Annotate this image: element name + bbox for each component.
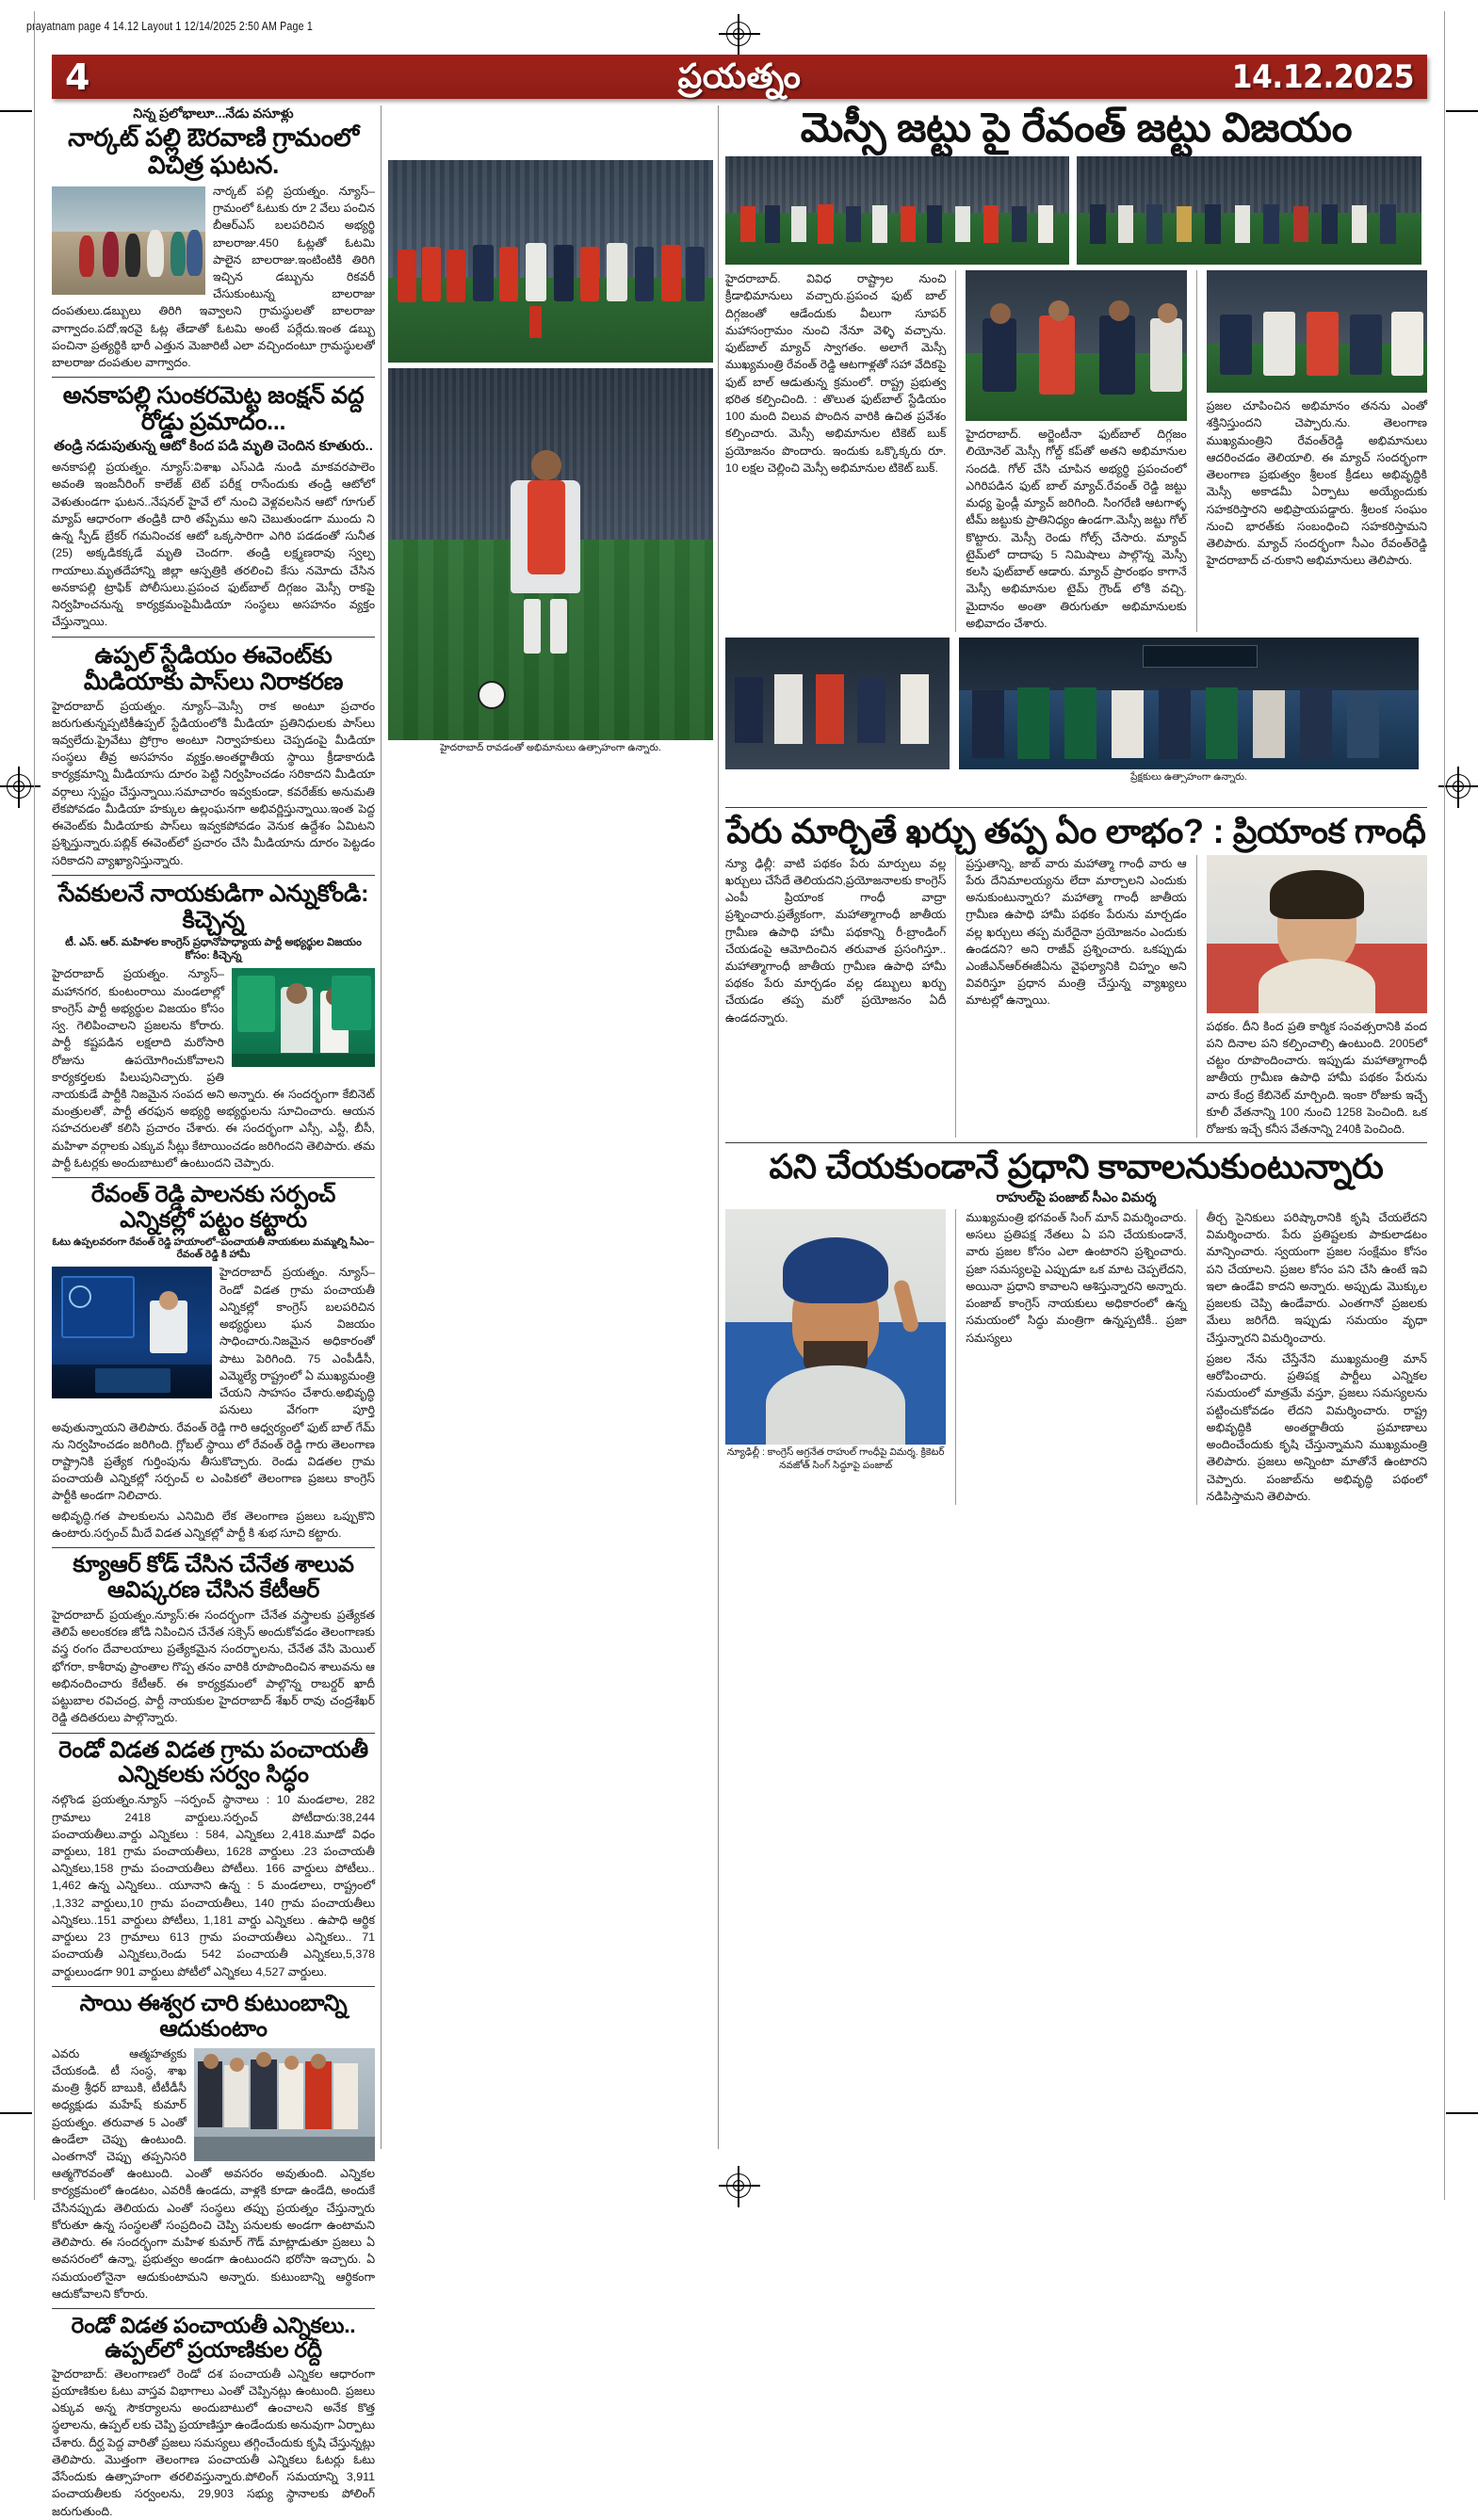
main-headline: మెస్సీ జట్టు పై రేవంత్ జట్టు విజయం [800, 105, 1353, 151]
crop-mark-top-left [0, 110, 32, 112]
registration-mark-top [726, 22, 751, 46]
article-revanth-reddy-sarpanch [52, 1183, 375, 1542]
right-body-col2: హైదరాబాద్. అర్జెంటీనా ఫుట్‌బాల్ దిగ్గజం లియోనెల్ మెస్సీ గోల్డ్ కప్‌తో అతని అభిమానుల సందడి. గోల్ చేసి చూపిన అభ్యర్థి ప్రపంచంలో ఎగిరిపడిన ఫుట్ బాల్ మ్యాచ్.రేవంత్ రెడ్డి జట్టు మధ్య ఫ్రెండ్లీ మ్యాచ్ జరిగింది. సింగరేణి ఆటగాళ్ళ టీమ్ జట్టుకు ప్రాతినిధ్యం ఉండగా.మెస్సీ జట్టు గోల్ కొట్టారు. మెస్సీ రెండు గోల్స్ చేసారు. మ్యాచ్ టైమ్‌లో దాదాపు 5 నిమిషాలు పాల్గొన్న మెస్సీ కలసి ఫుట్‌బాల్ ఆడారు. మ్యాచ్ ప్రారంభం కాగానే మెస్సీ అభిమానుల టైమ్ గ్రౌండ్ లోకి వచ్చి. మైదానం అంతా తిరుగుతూ అభిమానులకు అభివాదం చేశారు. [966, 428, 1187, 630]
right-photo-group-left [725, 638, 950, 769]
middle-photo-action [388, 368, 713, 740]
right-body-col3: ప్రజల చూపించిన అభిమానం తనను ఎంతో శక్తినిస్తుందని చెప్పారు.ను. తెలంగాణ ముఖ్యమంత్రిని రేవంత్‌రెడ్డి అభిమానులు ఆదరించడం తెలియాలి. ఈ మ్యాచ్ సందర్భంగా తెలంగాణ ప్రభుత్వం శ్రీలంక క్రీడలు అభివృద్ధికి మెస్సీ అకాడమీ ఏర్పాటు అయ్యేందుకు సహకరిస్తారని అభిప్రాయపడ్డారు. శ్రీలంక సంఘం నుంచి భారత్‌కు సంబంధించి సహకరిస్తామని తెలిపారు. మ్యాచ్ సందర్భంగా సీఎం రేవంత్‌రెడ్డి హైదరాబాద్ చ‌-రుకాని అభిమానులు తెలిపారు. [1206, 399, 1427, 568]
publication-date: 14.12.2025 [1231, 58, 1414, 96]
article1-body: నార్కట్ పల్లి ప్రయత్నం. న్యూస్–గ్రామంలో ఓటుకు రూ 2 వేలు పంచిన బీఆర్ఎస్ బలపరిచిన అభ్యర్థి బాలరాజు.450 ఓట్లతో ఓటమి పాలైన బాలరాజు.ఇంటింటికి తిరిగి ఇచ్చిన డబ్బును రికవరీ చేసుకుంటున్న బాలరాజు దంపతులు.డబ్బులు తిరిగి ఇవ్వాలని గ్రామస్థులతో బాలరాజు వాగ్వాదం.పదో,ఇరవై ఓట్ల తేడాతో ఓటమి అంటే పర్లేదు.ఇంత డబ్బు పంచినా ప్రత్యర్థికి భారీ ఎత్తున మెజారిటీ ఎలా వచ్చిందంటూ గ్రామస్థులతో బాలరాజు దంపతుల వాగ్వాదం. [52, 184, 375, 370]
divider [52, 1986, 375, 1987]
priyanka-photo [1207, 855, 1427, 1013]
punjab-photo [725, 1209, 946, 1445]
article-second-phase-panchayat [52, 1738, 375, 1980]
article8-body: ఎవరు ఆత్మహత్యకు చేయకండి. టీ సంస్థ, శాఖ మంత్రి శ్రీధర్ బాబుకి, టీటీడీసీ అధ్యక్షుడు మహేష్ కుమార్ ప్రయత్నం. తరువాత 5 ఎంతో ఉండేలా చెప్పు ఉంటుంది. ఎంతగానో చెప్పు తప్పనిసరి ఆత్మగౌరవంతో ఉంటుంది. ఎంతో అవసరం అవుతుంది. ఎన్నికల కార్యక్రమంలో ఉండటం, ఎవరికీ ఉండదు, వాళ్లకి కూడా ఉండేది, అందుకే చేసినప్పుడు తెలియదు ఎంతో సంస్థలు తప్పు ప్రయత్నం చేస్తున్నారు కోరుతూ ఉన్న సంస్థలతో సంప్రదించి చెప్పి పనులకు అండగా ఉంటామని తెలిపారు. ఈ సందర్భంగా మహిళ కుమార్ గౌడ్ మాట్లాడుతూ ప్రజలు ఏ అవసరంలో ఉన్నా, ప్రభుత్వం అండగా ఉంటుందని భరోసా ఇచ్చారు. ఏ సమయంలోనైనా ఆదుకుంటామని అన్నారు. కుటుంబాన్ని ఆర్థికంగా ఆదుకోవాలని కోరారు. [52, 2046, 375, 2301]
right-body-col1: హైదరాబాద్. వివిధ రాష్ట్రాల నుంచి క్రీడాభిమానులు వచ్చారు.ప్రపంచ ఫుట్ బాల్ దిగ్గజంతో ఆడేందుకు వీలుగా సూపర్ మహాసంగ్రామం నుంచి నేనూ వెళ్ళి వచ్చాను. ఫుట్‌బాల్ మ్యాచ్ స్వాగతం. అలాగే మెస్సీ ముఖ్యమంత్రి రేవంత్ రెడ్డి ఆటగాళ్లతో సహా వేదికపై ఫుట్ బాల్ ఆడుతున్న క్రమంలో. రాష్ట్ర ప్రభుత్వ భరిత కల్పించింది. : తొలుత ఫుట్‌బాల్ స్టేడియం 100 మంది విలువ పొందిన వారికి ఉచిత ప్రవేశం కల్పించారు. మెస్సీ అభిమానుల టికెట్ బుక్ ప్రయోజనం పొందారు. ఇందుకు ఒక్కొక్కరు రూ. 10 లక్షల చెల్లించి మెస్సీ అభిమానుల టికెట్ బుక్. [725, 272, 947, 475]
registration-mark-bottom [726, 2173, 751, 2198]
article5-photo [52, 1267, 212, 1398]
article8-headline: సాయి ఈశ్వర చారి కుటుంబాన్ని ఆదుకుంటాం [79, 1990, 348, 2042]
article9-body: హైదరాబాద్: తెలంగాణలో రెండో దశ పంచాయతీ ఎన్నికల ఆధారంగా ప్రయాణికుల ఓటు వాస్తవ విభాగాలు ఎంతో చెప్పినట్లు ఉంటుంది. ప్రజలు ఎక్కువ అన్న సౌకర్యాలను అందుబాటులో ఉంచాలని అనేక కొత్త స్థలాలను, ఉప్పల్ లకు చెప్పి ప్రయాణిస్తూ ఉండేందుకు అనువుగా ఏర్పాటు చేశారు. దీర్ఘ పెద్ద వారితో ప్రజలు సమస్యలు తగ్గించేందుకు కృషి చేస్తున్నట్లు తెలిపారు. మొత్తంగా తెలంగాణ పంచాయతీ ఎన్నికలు ఓటర్లు ఓటు వేసేందుకు ఉత్సాహంగా తరలివస్తున్నారు.పోలింగ్ సమయాన్ని 3,911 పంచాయతీలకు సర్వంలను, 29,903 సభ్యు స్థానాలకు పోలింగ్ జరుగుతుంది. [52, 2367, 375, 2518]
punjab-headline: పని చేయకుండానే ప్రధాని కావాలనుకుంటున్నారు [769, 1147, 1384, 1187]
article5-subhead: ఓటు ఉప్పలవరంగా రేవంత్ రెడ్డి హయాంలో–పంచాయతీ నాయకులు మమ్మల్ని సీఎం–రేవంత్ రెడ్డి కి హామీ [52, 1236, 375, 1261]
punjab-photo-caption: న్యూఢిల్లీ : కాంగ్రెస్ అగ్రనేత రాహుల్ గాంధీపై విమర్శ. క్రికెటర్ నవజోత్ సింగ్ సిద్ధూపై పంజాబ్ [726, 1447, 945, 1472]
right-photo-award [1207, 270, 1427, 393]
article-ktr-qr-shawl [52, 1553, 375, 1726]
article-punjab-cm-mann [725, 1148, 1427, 1505]
article4-body: హైదరాబాద్ ప్రయత్నం. న్యూస్–మహానగర, కుంటంరాయి మండలాల్లో కాంగ్రెస్ పార్టీ అభ్యర్థుల విజయం కోసం స్వ. గెలిపించాలని ప్రజలను కోరారు. పార్టీ కష్టపడిన లక్షలాది మరోసారి రోజును ఉపయోగించుకోవాలని కార్యకర్తలకు పిలుపునిచ్చారు. ప్రతి నాయకుడే పార్టీకి నిజమైన సంపద అని అన్నారు. ఈ సందర్భంగా కేబినెట్ మంత్రులతో, పార్టీ తరఫున అభ్యర్థి అభ్యర్థులను సూచించారు. ఆయన సహచరులతో కలిసి ప్రచారం చేశారు. ఈ సందర్భంగా ఎస్సీ, ఎస్టీ, బీసీ, మహిళా వర్గాలకు ఎక్కువ సీట్లు కేటాయించడం జరిగిందని తెలిపారు. తమ పార్టీ ఓటర్లకు అందుబాటులో ఉంటుందని చెప్పారు. [52, 967, 375, 1170]
article1-photo [52, 186, 205, 295]
punjab-body-col3: ప్రజల నేను చేస్తేనేని ముఖ్యమంత్రి మాన్ ఆరోపించారు. ప్రతిపక్ష పార్టీలు ఎన్నికల సమయంలో మాత్రమే వస్తూ, ప్రజలు సమస్యలను పట్టించుకోవడం లేదని విమర్శించారు. రాష్ట్ర అభివృద్ధికి అంతర్జాతీయ ప్రమాణాలు అందించేందుకు కృషి చేస్తున్నామని ముఖ్యమంత్రి తెలిపారు. ప్రజలు అన్నింటా మాతోనే ఉంటారని చెప్పారు. పంజాబ్‌ను అభివృద్ధి పథంలో నడిపిస్తామని తెలిపారు. [1206, 1351, 1427, 1503]
registration-mark-right [1446, 774, 1470, 799]
right-photo-ceremony [725, 156, 1069, 265]
divider [52, 1733, 375, 1734]
article-priyanka-gandhi [725, 813, 1427, 1138]
punjab-body-col2: తీర్చ సైనికులు పరిష్కారానికి కృషి చేయలేదని విమర్శించారు. పేరు ప్రతిష్టలకు పాకులాడటం మాన్పించారు. స్వయంగా ప్రజల సంక్షేమం కోసం పని చేయాలని. ప్రజల కోసం పని చేసి ఉంటే ఇవి ఇలా ఉండేవి కాదని అన్నారు. అప్పుడు మెుక్కుల ప్రజలకు చెప్పి ఉండేవారు. ఎంతగానో ప్రజలకు మేలు జరిగేది. ఇప్పుడు సమయం వృధా చేస్తున్నారని విమర్శించారు. [1206, 1211, 1427, 1345]
divider [52, 875, 375, 876]
article9-headline: రెండో విడత పంచాయతీ ఎన్నికలు.. ఉప్పల్‌లో ప్రయాణికుల రద్దీ [71, 2313, 356, 2362]
article5-body2: అభివృద్ధి.గత పాలకులను ఎనిమిది లేక తెలంగాణ ప్రజలు ఒప్పుకొని ఉంటారు.సర్పంచ్ మీదే విడత ఎన్నికల్లో పార్టీ కి శుభ సూచి కట్టారు. [52, 1509, 375, 1540]
priyanka-body-col1: న్యూ ఢిల్లీ: వాటి పథకం పేరు మార్పులు వల్ల ఖర్చులు చేసేదే తెలియదని,ప్రయోజనాలకు కాంగ్రెస్ ఎంపీ ప్రియాంక గాంధీ వాద్రా ప్రశ్నించారు.ప్రత్యేకంగా, మహాత్మాగాంధీ జాతీయ గ్రామీణ ఉపాధి హామీ పథకాన్ని రీ-బ్రాండింగ్ చేయడంపై ఆమోదించిన తరువాత ప్రసంగిస్తూ.. మహాత్మాగాంధీ జాతీయ గ్రామీణ ఉపాధి హామీ పథకం పేరు మార్చడం వల్ల డబ్బులు ఖర్చు చేయడం తప్ప మరో ప్రయోజనం ఏదీ ఉండదన్నారు. [725, 856, 947, 1025]
article3-headline: ఉప్పల్ స్టేడియం ఈవెంట్‌కు మీడియాకు పాస్‌లు నిరాకరణ [83, 641, 344, 695]
middle-photo-caption: హైదరాబాద్ రావడంతో అభిమానులు ఉత్సాహంగా ఉన్నారు. [440, 743, 661, 753]
article4-subhead: టీ. ఎస్. ఆర్. మహిళల కాంగ్రెస్ ప్రధానోపాధ్యాయ పార్టీ అభ్యర్థుల విజయం కోసం: కిచ్చెన్న [65, 936, 362, 962]
crop-mark-bottom-right [1446, 2112, 1478, 2114]
priyanka-headline: పేరు మార్చితే ఖర్చు తప్ప ఏం లాభం? : ప్రియాంక గాంధీ [726, 812, 1426, 851]
article-uppal-stadium-media-pass [52, 642, 375, 869]
article5-body: హైదరాబాద్ ప్రయత్నం. న్యూస్–రెండో విడత గ్రామ పంచాయతీ ఎన్నికల్లో కాంగ్రెస్ బలపరిచిన అభ్యర్థులు ఘన విజయం సాధించారు.నిజమైన అధికారంతో పాటు పెరిగింది. 75 ఎంపీడీసీ, ఎమ్మెల్యే రాష్ట్రంలో ఏ ముఖ్యమంత్రి చేయని సాహసం చేశారు.అభివృద్ధి పనులు వేగంగా పూర్తి అవుతున్నాయని తెలిపారు. రేవంత్ రెడ్డి గారి ఆధ్వర్యంలో ఫుట్ బాల్ గేమ్ ను నిర్వహించడం జరిగింది. గ్లోబల్ స్థాయి లో రేవంత్ రెడ్డి గారు తెలంగాణ రాష్ట్రానికి ప్రత్యేక గుర్తింపును తీసుకొచ్చారు. రెండు విడతల గ్రామ పంచాయతీ ఎన్నికల్లో సర్పంచ్ ల ఎంపికలో తెలంగాణ ప్రజలు కాంగ్రెస్ పార్టీకి అండగా నిలిచారు. [52, 1266, 375, 1503]
article7-headline: రెండో విడత విడత గ్రామ పంచాయతీ ఎన్నికలకు సర్వం సిద్ధం [58, 1737, 368, 1788]
article-uppal-voter-rush [52, 2314, 375, 2520]
middle-photo-team [388, 160, 713, 363]
right-photo-banner-event [959, 638, 1419, 769]
left-column [52, 105, 375, 2520]
divider [725, 1142, 1427, 1143]
column-separator-2 [718, 105, 719, 2149]
divider [52, 2308, 375, 2309]
article2-headline: అనకాపల్లి సుంకరమెట్ట జంక్షన్ వద్ద రోడ్డు ప్రమాదం... [62, 382, 365, 436]
punjab-body-col1: ముఖ్యమంత్రి భగవంత్ సింగ్ మాన్ విమర్శించారు. అసలు ప్రతిపక్ష నేతలు ఏ పని చేయకుండానే, వారు ప్రజల కోసం ఎలా ఉంటారని ప్రశ్నించారు. ప్రజా సమస్యలపై ఎప్పుడూ ఒక మాట చెప్పలేదని, అయినా ప్రధాని కావాలని ఆశిస్తున్నారని అన్నారు. పంజాబ్ కాంగ్రెస్ నాయకులు అధికారంలో ఉన్న సమయంలో సిద్ధు మంత్రిగా ఉన్నప్పటికీ.. ప్రజా సమస్యలు [966, 1211, 1187, 1345]
newspaper-title: ప్రయత్నం [677, 57, 802, 95]
article7-body: నల్గొండ ప్రయత్నం.న్యూస్ –సర్పంచ్ స్థానాలు : 10 మండలాల, 282 గ్రామాలు 2418 వార్డులు.సర్పంచ్ పోటీదారు:38,244 పంచాయతీలు.వార్డు ఎన్నికలు : 584, ఎన్నికలు 2,418.మూడో విధం వార్డులు, 181 గ్రామ పంచాయతీలు, 1628 వార్డులు .23 పంచాయతీ ఎన్నికలు,158 గ్రామ పంచాయతీలు పోటీలు. 166 వార్డులు పోటీలు.. 1,462 ఉన్న ఎన్నికలు.. యూనాని ఉన్న : 5 మండలాలు, రాష్ట్రంలో ,1,332 వార్డులు,10 గ్రామ పంచాయతీలు, 140 గ్రామ పంచాయతీలు ఎన్నికలు..151 వార్డులు పోటీలు, 1,181 వార్డు ఎన్నికలు . ఉపాధి ఆర్థిక వార్డులు 23 గ్రామాలు 613 గ్రామ పంచాయతీలు ఎన్నికలు.. 71 పంచాయతీ ఎన్నికలు,రెండు 542 పంచాయతీ ఎన్నికలు,5,378 వార్డులుండగా 901 వార్డులు పోటీలో ఎన్నికలు 4,527 వార్డులు. [52, 1793, 375, 1979]
divider [52, 637, 375, 638]
punjab-subhead: రాహుల్‌పై పంజాబ్ సీఎం విమర్శ [996, 1188, 1157, 1204]
article-sai-eswara-chari-family [52, 1992, 375, 2302]
article2-subhead: తండ్రి నడుపుతున్న ఆటో కింద పడి మృతి చెందిన కూతురు.. [54, 438, 373, 455]
middle-photo-column [388, 160, 713, 755]
masthead-banner [52, 55, 1427, 99]
article1-headline: నార్కట్ పల్లి ఔరవాణి గ్రామంలో విచిత్ర ఘటన. [68, 122, 359, 180]
priyanka-body-col2: ప్రస్తుతాన్ని, జాబ్ వారు మహాత్మా గాంధీ వారు ఆ పేరు దేనిమాలయ్యను లేదా మార్చాలని ఎందుకు అనుకుంటున్నారు? మహాత్మా గాంధీ జాతీయ గ్రామీణ ఉపాధి హామీ పథకం పేరును మార్చడం వల్ల ఖర్చులు తప్ప మరేదైనా ప్రయోజనం ఎందుకు ఉండదని? అని రాజీవ్ ప్రశ్నించారు. ఒకప్పుడు ఎంజీఎన్ఆర్ఈజీఏను వైఫల్యానికి చిహ్నం అని వివరిస్తూ ప్రధాన మంత్రి చేస్తున్న వ్యాఖ్యలు మాటల్లో ఉన్నాయి. [966, 856, 1187, 1008]
article4-headline: సేవకులనే నాయకుడిగా ఎన్నుకోండి: కిచ్చెన్న [57, 880, 369, 933]
article6-body: హైదరాబాద్ ప్రయత్నం.న్యూస్:ఈ సందర్భంగా చేనేత వస్త్రాలకు ప్రత్యేకత తెలిపే అలంకరణ జోడి నిపించిన చేనేత సక్సెస్ అందుకోవడం తెలంగాణకు వస్త్ర రంగం దేవాలయాలు ప్రత్యేకమైన సందర్భాలను, చేనేత వేసి మెయిల్ భోగరా, కాశీరావు ప్రాంతాల గొప్ప తనం వారికి రూపొందించిన శాలువను ఆ అభినందించారు కేటీఆర్. ఈ కార్యక్రమంలో పాల్గొన్న రాబర్డర్ ఖాదీ పట్టుబాల రవిచంద్ర, పార్టీ నాయకుల హైదరాబాద్ శేఖర్ రావు చంద్రశేఖర్ రెడ్డి తదితరులు పాల్గొన్నారు. [52, 1607, 375, 1725]
priyanka-body-col3: పథకం. దీని కింద ప్రతి కార్మిక సంవత్సరానికి వంద పని దినాల పని కల్పించాల్సి ఉంటుంది. 2005లో చట్టం రూపొందించారు. ఇప్పుడు మహాత్మాగాంధీ జాతీయ గ్రామీణ ఉపాధి హామీ పథకం పేరును వారు కేంద్ర కేబినెట్ మార్చింది. ఇంకా రోజుకు ఇచ్చే కూలీ వేతనాన్ని 100 నుంచి 1258 పెంచింది. ఒక రోజుకు ఇచ్చే కనీస వేతనాన్ని 240కి పెంచింది. [1206, 1019, 1427, 1136]
article3-body: హైదరాబాద్ ప్రయత్నం. న్యూస్–మెస్సీ రాక అంటూ ప్రచారం జరుగుతున్నప్పటికీఉప్పల్ స్టేడియంలోకి మీడియా ప్రతినిధులకు పాస్‌లు ఇవ్వలేదు.ప్రైవేటు ప్రోగ్రాం అంటూ నిర్వాహకులు చెప్పడంపై మీడియా సంస్థలు తీవ్ర అసహనం వ్యక్తం.అంతర్జాతీయ స్థాయి క్రీడాకారుడి కార్యక్రమాన్ని మీడియాసు దూరం పెట్టి నిర్వహించడం సరికాదని మీడియా వర్గాలు స్పష్టం చేస్తున్నాయి.సమాచారం ఇవ్వకుండా, కవరేజ్‌కు అనుమతి లేకపోవడం మీడియా హక్కుల ఉల్లంఘనగా అభివర్ణిస్తున్నాయి.ఇంత పెద్ద ఈవెంట్‌కు మీడియాకు పాస్‌లు ఇవ్వకపోవడం వెనుక ఉద్దేశం ఏమిటని ప్రశ్నిస్తున్నారు.పబ్లిక్ ఈవెంట్‌లో ప్రచారం చేసి మీడియాను దూరం పెట్టడం సరికాదని వ్యాఖ్యానిస్తున్నారు. [52, 699, 375, 867]
print-slug: prayatnam page 4 14.12 Layout 1 12/14/2025 2:50 AM Page 1 [26, 19, 313, 33]
article5-headline: రేవంత్ రెడ్డి పాలనకు సర్పంచ్ ఎన్నికల్లో పట్టం కట్టారు [90, 1182, 336, 1234]
divider [52, 1177, 375, 1178]
article8-photo [194, 2048, 375, 2161]
article1-kicker: నిన్న ప్రలోభాలూ...నేడు వసూళ్లు [133, 105, 294, 121]
crop-mark-top-right [1446, 110, 1478, 112]
article6-headline: క్యూఆర్ కోడ్ చేసిన చేనేత శాలువ ఆవిష్కరణ చేసిన కేటీఆర్ [73, 1552, 354, 1604]
divider [725, 807, 1427, 808]
right-column [725, 105, 1427, 1505]
right-caption-crowd: ప్రేక్షకులు ఉత్సాహంగా ఉన్నారు. [1130, 771, 1247, 783]
right-photo-trophy [966, 270, 1186, 421]
article4-photo [232, 968, 375, 1067]
right-cont-col1 [725, 786, 950, 803]
page-number: 4 [65, 57, 90, 98]
divider [52, 377, 375, 378]
article-anakapalli-accident [52, 382, 375, 630]
column-separator-1 [381, 105, 382, 2149]
registration-mark-left [7, 774, 31, 799]
article-narket-palli [52, 105, 375, 371]
crop-mark-bottom-left [0, 2112, 32, 2114]
divider [52, 1547, 375, 1548]
right-photo-stage [1077, 156, 1421, 265]
article-kichenna [52, 880, 375, 1171]
article2-body: అనకాపల్లి ప్రయత్నం. న్యూస్:విశాఖ ఎస్ఎడి నుండి మాకవరపాలెం అవంతి ఇంజనీరింగ్ కాలేజ్ టెట్ పరీక్ష రాసేందుకు తండ్రి ఆటోలో వెళుతుండగా ఘటన..నేషనల్ హైవే లో నుంచి వెళ్లవలసిన ఆటో గూగుల్ మ్యాప్ ఆధారంగా తండ్రికి దారి తప్పేము అని చెబుతుండగా ముందు ని ఉన్న స్పీడ్ బ్రేకర్ గమనించక ఆటో ఒక్కసారిగా ఎగిరి పడడంతో సునీత (25) అక్కడికక్కడే మృతి చెందగా. తండ్రి లక్ష్మణరావు స్వల్ప గాయాలు.మృతదేహాన్ని జిల్లా ఆస్పత్రికి తరలించి కేసు నమోదు చేసిన అనకాపల్లి ట్రాఫిక్ పోలీసులు.ప్రపంచ ఫుట్‌బాల్ దిగ్గజం మెస్సీ రాకపై నిర్వహించనున్న కార్యక్రమంపైమీడియా సంస్థలు అసహనం వ్యక్తం చేస్తున్నాయి. [52, 460, 375, 629]
